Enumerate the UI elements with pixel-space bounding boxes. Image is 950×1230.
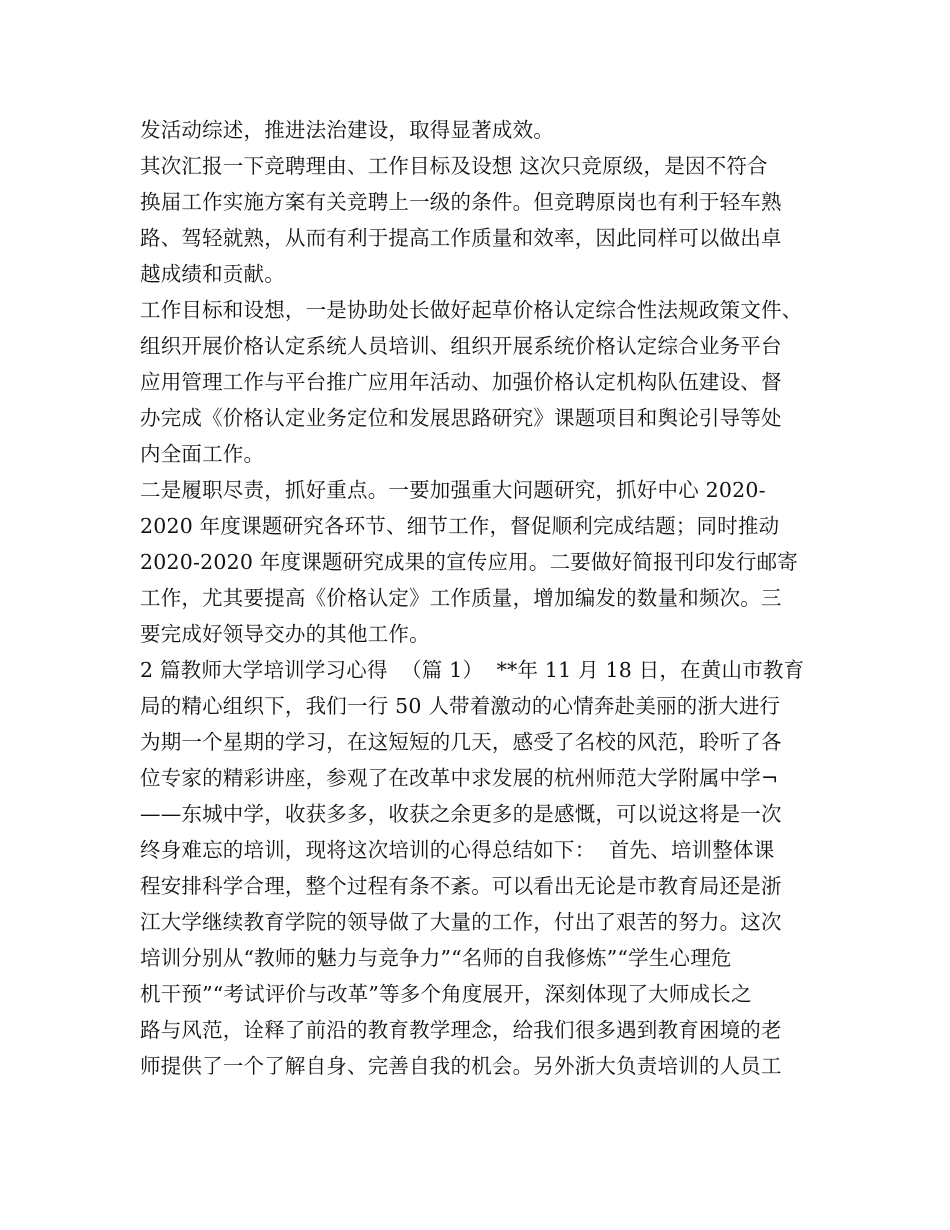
- text-line: 其次汇报一下竞聘理由、工作目标及设想 这次只竞原级，是因不符合: [140, 154, 768, 178]
- text-line: 程安排科学合理，整个过程有条不紊。可以看出无论是市教育局还是浙: [140, 874, 782, 898]
- text-line: 路、驾轻就熟，从而有利于提高工作质量和效率，因此同样可以做出卓: [140, 226, 782, 250]
- text-line: 办完成《价格认定业务定位和发展思路研究》课题项目和舆论引导等处: [140, 406, 782, 430]
- text-line: 江大学继续教育学院的领导做了大量的工作，付出了艰苦的努力。这次: [140, 910, 782, 934]
- text-line: 路与风范，诠释了前沿的教育教学理念，给我们很多遇到教育困境的老: [140, 1018, 782, 1042]
- text-line: ——东城中学，收获多多，收获之余更多的是感慨，可以说这将是一次: [140, 802, 782, 826]
- text-line: 二是履职尽责，抓好重点。一要加强重大问题研究，抓好中心 2020-: [140, 478, 766, 502]
- text-line: 2020-2020 年度课题研究成果的宣传应用。二要做好简报刊印发行邮寄: [140, 550, 798, 574]
- text-line: 要完成好领导交办的其他工作。: [140, 622, 430, 646]
- text-line: 2 篇教师大学培训学习心得 （篇 1） **年 11 月 18 日，在黄山市教育: [140, 658, 805, 682]
- text-line: 培训分别从“教师的魅力与竞争力”“名师的自我修炼”“学生心理危: [140, 946, 732, 970]
- text-line: 发活动综述，推进法治建设，取得显著成效。: [140, 118, 554, 142]
- text-line: 终身难忘的培训，现将这次培训的心得总结如下： 首先、培训整体课: [140, 838, 775, 862]
- text-line: 越成绩和贡献。: [140, 262, 285, 286]
- text-line: 换届工作实施方案有关竞聘上一级的条件。但竞聘原岗也有利于轻车熟: [140, 190, 782, 214]
- document-body: [140, 112, 820, 1084]
- text-line: 师提供了一个了解自身、完善自我的机会。另外浙大负责培训的人员工: [140, 1054, 782, 1078]
- text-line: 2020 年度课题研究各环节、细节工作，督促顺利完成结题；同时推动: [140, 514, 780, 538]
- text-line: 内全面工作。: [140, 442, 265, 466]
- text-line: 工作，尤其要提高《价格认定》工作质量，增加编发的数量和频次。三: [140, 586, 782, 610]
- text-line: 位专家的精彩讲座，参观了在改革中求发展的杭州师范大学附属中学¬: [140, 766, 779, 790]
- text-line: 应用管理工作与平台推广应用年活动、加强价格认定机构队伍建设、督: [140, 370, 782, 394]
- text-line: 局的精心组织下，我们一行 50 人带着激动的心情奔赴美丽的浙大进行: [140, 694, 781, 718]
- text-line: 工作目标和设想，一是协助处长做好起草价格认定综合性法规政策文件、: [140, 298, 803, 322]
- text-line: 组织开展价格认定系统人员培训、组织开展系统价格认定综合业务平台: [140, 334, 782, 358]
- text-line: 为期一个星期的学习，在这短短的几天，感受了名校的风范，聆听了各: [140, 730, 782, 754]
- text-line: 机干预”“考试评价与改革”等多个角度展开，深刻体现了大师成长之: [140, 982, 752, 1006]
